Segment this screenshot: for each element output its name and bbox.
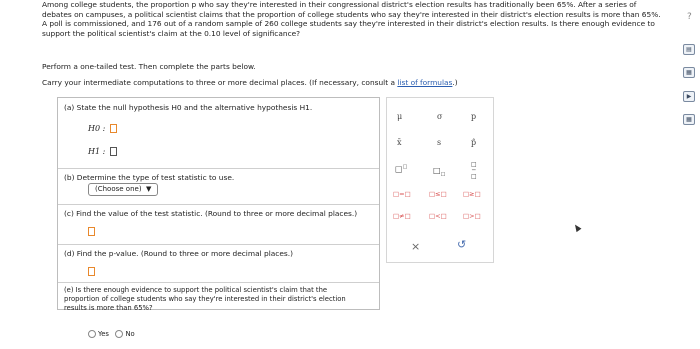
- problem-text: Among college students, the proportion p who say they're interested in their congressional district's election results has traditionally been 65%. After a series of debates on campuses, a political scientist claims that the proportion of college students who say they're interested in their district's election results is more than 65%. A poll is commissioned, and 176 out of a random sample of 260 college students say they're interested in their district's election results. Is there enough evidence to support the political scientist's claim at the 0.10 level of significance?: [42, 0, 661, 38]
- data-icon[interactable]: ▦: [683, 114, 695, 125]
- superscript-button[interactable]: □□: [395, 164, 408, 174]
- yes-radio[interactable]: [88, 330, 96, 338]
- yes-label: Yes: [98, 330, 109, 338]
- formulas-link[interactable]: list of formulas: [397, 78, 453, 87]
- mu-button[interactable]: μ: [397, 112, 403, 121]
- mouse-cursor-icon: [573, 223, 582, 232]
- geq-button[interactable]: □≥□: [463, 190, 481, 198]
- problem-statement: [42, 0, 662, 38]
- part-c-label: (c) Find the value of the test statistic. (Round to three or more decimal places.): [64, 209, 358, 218]
- clear-icon[interactable]: ×: [411, 240, 421, 253]
- dropdown-value: (Choose one): [95, 185, 142, 193]
- help-icon[interactable]: ?: [687, 12, 692, 22]
- h1-label: H1 :: [88, 147, 106, 156]
- p-hat-button[interactable]: p̂: [471, 138, 477, 147]
- no-radio[interactable]: [115, 330, 123, 338]
- instruction-suffix: .): [452, 78, 458, 87]
- fraction-button[interactable]: □ ─ □: [471, 161, 477, 180]
- calculator-icon[interactable]: ▤: [683, 44, 695, 55]
- instruction-one-tailed: Perform a one-tailed test. Then complete the parts below.: [42, 62, 256, 71]
- p-value-input[interactable]: [88, 267, 95, 276]
- symbol-palette: [386, 97, 494, 263]
- subscript-button[interactable]: $□_□$: [433, 166, 446, 178]
- h0-input[interactable]: [110, 124, 117, 133]
- yes-option[interactable]: [88, 330, 109, 338]
- no-label: No: [125, 330, 135, 338]
- greater-than-button[interactable]: □>□: [463, 212, 481, 220]
- less-than-button[interactable]: □<□: [429, 212, 447, 220]
- instruction-prefix: Carry your intermediate computations to three or more decimal places. (If necessary, consult a: [42, 78, 398, 87]
- part-c: [58, 204, 379, 245]
- question-panel: [57, 97, 380, 338]
- equals-button[interactable]: □=□: [393, 190, 411, 198]
- part-d-label: (d) Find the p-value. (Round to three or more decimal places.): [64, 249, 293, 258]
- s-button[interactable]: s: [437, 138, 442, 147]
- test-statistic-input[interactable]: [88, 227, 95, 236]
- yes-no-options: [88, 330, 135, 338]
- part-a-label: (a) State the null hypothesis H0 and the alternative hypothesis H1.: [64, 103, 313, 112]
- h1-input[interactable]: [110, 147, 117, 156]
- sigma-button[interactable]: σ: [437, 112, 443, 121]
- not-equal-button[interactable]: □≠□: [393, 212, 411, 220]
- video-icon[interactable]: ▶: [683, 91, 695, 102]
- part-e: [58, 282, 379, 338]
- x-bar-button[interactable]: x̄: [397, 138, 402, 147]
- chevron-down-icon: ▼: [143, 185, 152, 193]
- test-statistic-dropdown[interactable]: [88, 183, 158, 196]
- h0-label: H0 :: [88, 124, 106, 133]
- table-icon[interactable]: ▦: [683, 67, 695, 78]
- part-b-label: (b) Determine the type of test statistic to use.: [64, 173, 235, 182]
- no-option[interactable]: [115, 330, 134, 338]
- part-a: [58, 98, 379, 168]
- part-e-label: (e) Is there enough evidence to support the political scientist's claim that the proportion of college students who say they're interested in their district's election results is more than 65%?: [64, 286, 346, 312]
- p-button[interactable]: p: [471, 112, 477, 121]
- leq-button[interactable]: □≤□: [429, 190, 447, 198]
- undo-icon[interactable]: ↺: [457, 238, 467, 251]
- instruction-decimal-places: [42, 78, 458, 87]
- part-d: [58, 244, 379, 283]
- part-b: [58, 168, 379, 205]
